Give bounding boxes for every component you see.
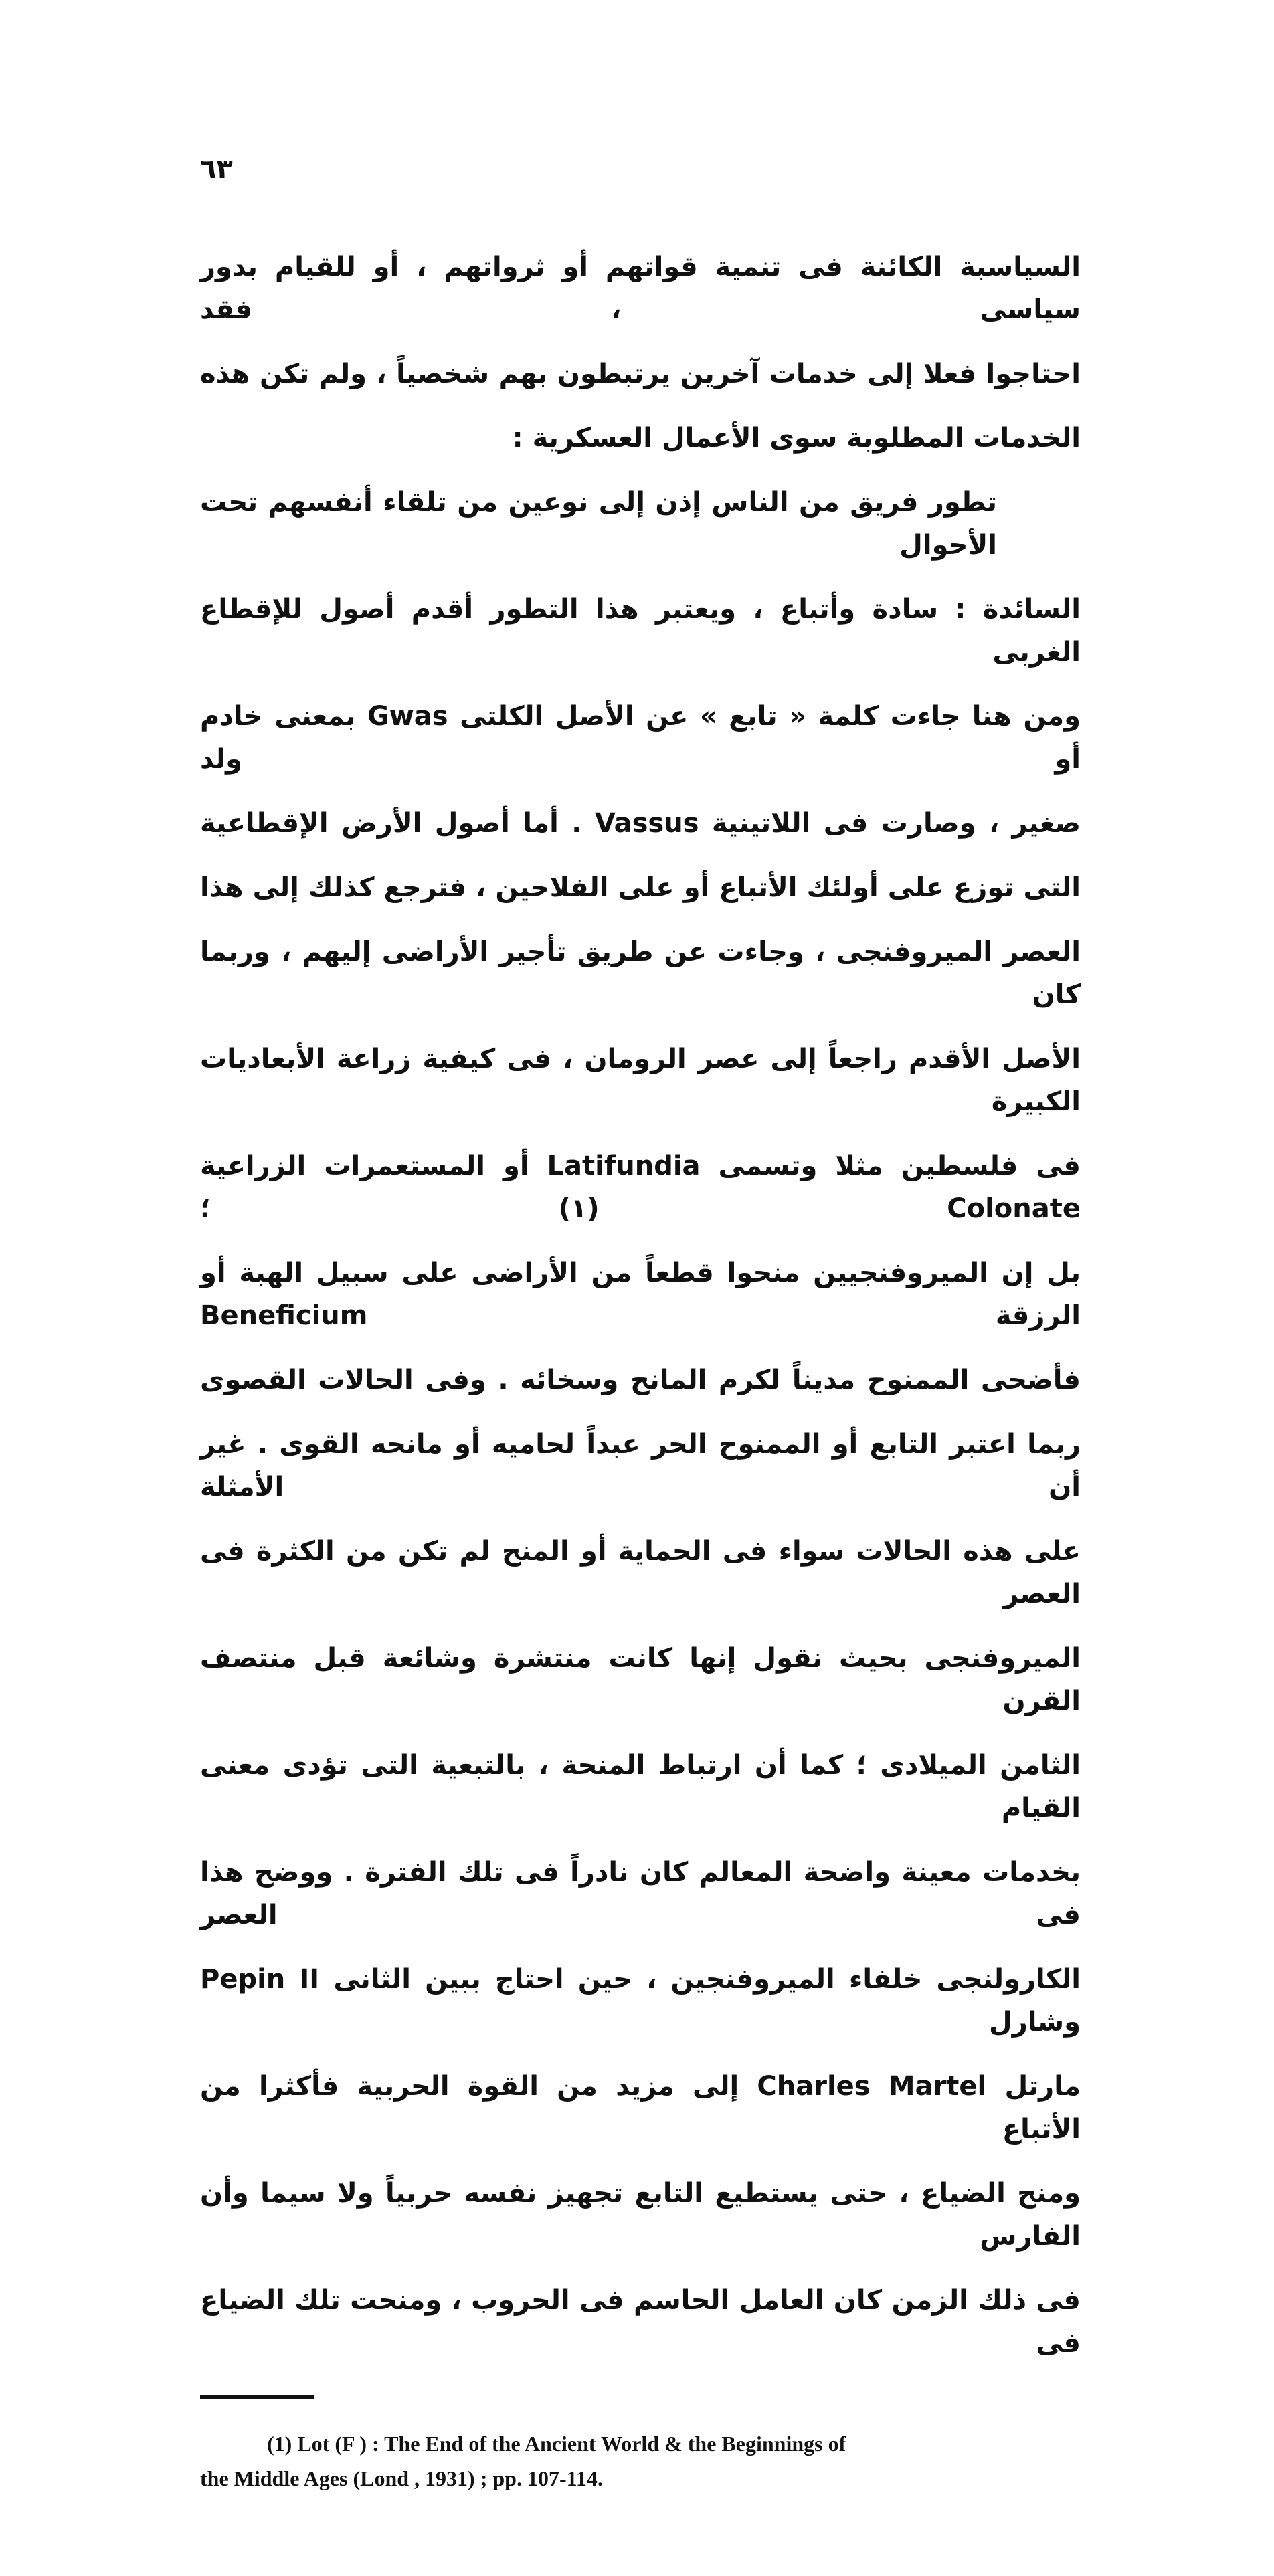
text-line: الأصل الأقدم راجعاً إلى عصر الرومان ، فى كيفية زراعة الأبعاديات الكبيرة	[200, 1044, 1081, 1117]
text-line: ربما اعتبر التابع أو الممنوح الحر عبداً لحاميه أو مانحه القوى . غير أن الأمثلة	[200, 1429, 1081, 1502]
text-line: على هذه الحالات سواء فى الحماية أو المنح لم تكن من الكثرة فى العصر	[200, 1536, 1081, 1609]
footnote	[200, 2426, 1081, 2496]
text-line: الثامن الميلادى ؛ كما أن ارتباط المنحة ، بالتبعية التى تؤدى معنى القيام	[200, 1750, 1081, 1823]
text-line: ومن هنا جاءت كلمة « تابع » عن الأصل الكلتى Gwas بمعنى خادم أو ولد	[200, 701, 1081, 775]
text-line: فى فلسطين مثلا وتسمى Latifundia أو المستعمرات الزراعية Colonate (١) ؛	[200, 1151, 1081, 1224]
paragraph-start-line: تطور فريق من الناس إذن إلى نوعين من تلقاء أنفسهم تحت الأحوال	[200, 487, 997, 561]
body-text	[200, 235, 1081, 2375]
text-line: بل إن الميروفنجيين منحوا قطعاً من الأراضى على سبيل الهبة أو الرزقة Beneficium	[200, 1258, 1081, 1331]
text-line: ومنح الضياع ، حتى يستطيع التابع تجهيز نفسه حربياً ولا سيما وأن الفارس	[200, 2178, 1081, 2252]
text-line: احتاجوا فعلا إلى خدمات آخرين يرتبطون بهم شخصياً ، ولم تكن هذه	[200, 359, 1081, 389]
text-line: التى توزع على أولئك الأتباع أو على الفلاحين ، فترجع كذلك إلى هذا	[200, 872, 1081, 903]
text-line: السياسبة الكائنة فى تنمية قواتهم أو ثرواتهم ، أو للقيام بدور سياسى ، فقد	[200, 252, 1081, 325]
text-line: فأضحى الممنوح مديناً لكرم المانح وسخائه . وفى الحالات القصوى	[200, 1365, 1081, 1395]
page-number: ٦٣	[200, 154, 233, 185]
text-line: الميروفنجى بحيث نقول إنها كانت منتشرة وشائعة قبل منتصف القرن	[200, 1643, 1081, 1716]
footnote-divider	[200, 2395, 314, 2399]
text-line: مارتل Charles Martel إلى مزيد من القوة الحربية فأكثرا من الأتباع	[200, 2071, 1081, 2145]
footnote-line: the Middle Ages (Lond , 1931) ; pp. 107-114.	[200, 2466, 603, 2490]
text-line: العصر الميروفنجى ، وجاءت عن طريق تأجير الأراضى إليهم ، وربما كان	[200, 936, 1081, 1010]
text-line: الكارولنجى خلفاء الميروفنجين ، حين احتاج ببين الثانى Pepin II وشارل	[200, 1964, 1081, 2038]
text-line: السائدة : سادة وأتباع ، ويعتبر هذا التطور أقدم أصول للإقطاع الغربى	[200, 594, 1081, 668]
text-line: صغير ، وصارت فى اللاتينية Vassus . أما أصول الأرض الإقطاعية	[200, 808, 1081, 839]
text-line: الخدمات المطلوبة سوى الأعمال العسكرية :	[512, 423, 1081, 454]
footnote-line: (1) Lot (F ) : The End of the Ancient World & the Beginnings of	[267, 2432, 846, 2456]
text-line: فى ذلك الزمن كان العامل الحاسم فى الحروب ، ومنحت تلك الضياع فى	[200, 2285, 1081, 2359]
text-line: بخدمات معينة واضحة المعالم كان نادراً فى تلك الفترة . ووضح هذا فى العصر	[200, 1857, 1081, 1930]
